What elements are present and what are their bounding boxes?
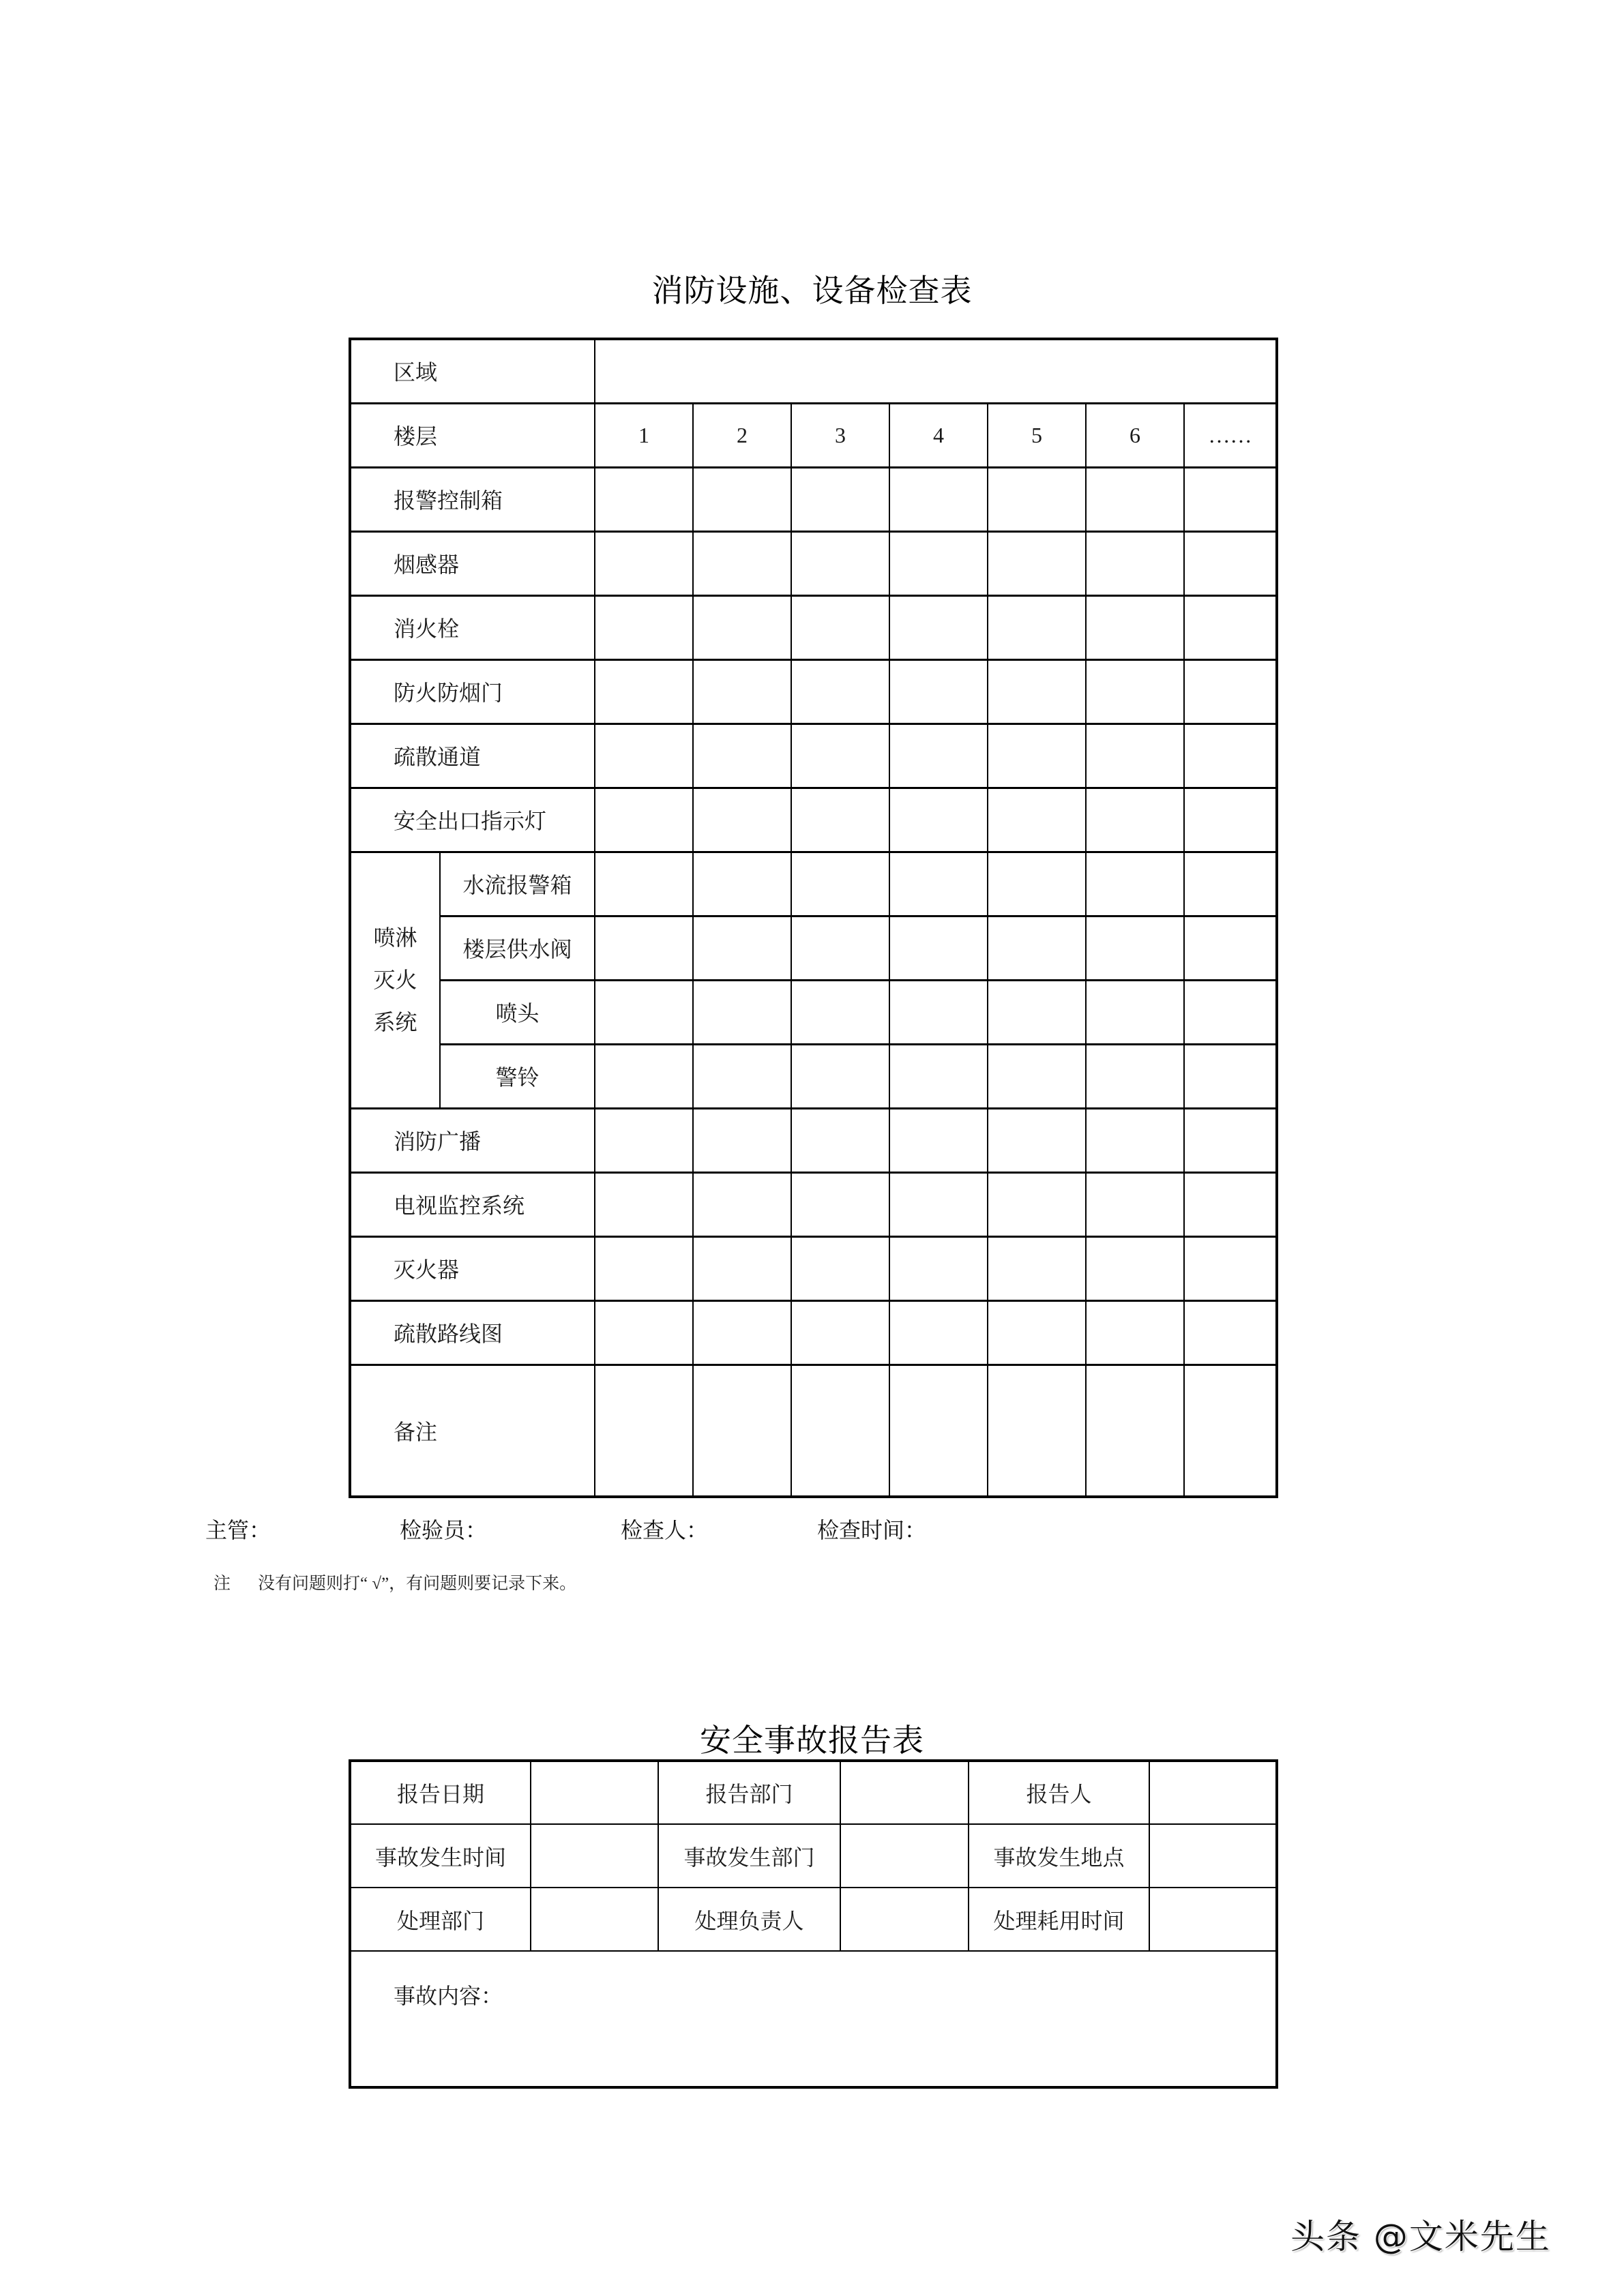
check-cell[interactable]: [1184, 916, 1277, 980]
check-cell[interactable]: [693, 1172, 791, 1236]
check-cell[interactable]: [988, 531, 1086, 595]
field-value-cell[interactable]: [1149, 1761, 1277, 1824]
floor-header: 3: [791, 403, 889, 467]
check-cell[interactable]: [1086, 1300, 1184, 1365]
item-label: 防火防烟门: [350, 659, 595, 724]
check-cell[interactable]: [1184, 659, 1277, 724]
sprinkler-label-line: 系统: [373, 1010, 417, 1034]
table-row: [350, 467, 1277, 531]
check-cell[interactable]: [1086, 531, 1184, 595]
floor-label: 楼层: [350, 403, 595, 467]
field-value-cell[interactable]: [840, 1761, 969, 1824]
watermark: 头条 @文米先生: [1290, 2217, 1551, 2256]
field-value-cell[interactable]: [1149, 1824, 1277, 1888]
check-cell[interactable]: [1184, 1172, 1277, 1236]
field-label: 处理负责人: [658, 1888, 840, 1951]
check-cell[interactable]: [889, 916, 988, 980]
check-cell[interactable]: [595, 1300, 693, 1365]
check-cell[interactable]: [791, 659, 889, 724]
area-label: 区域: [350, 339, 595, 403]
check-cell[interactable]: [889, 1108, 988, 1172]
table-row: [350, 916, 1277, 980]
check-cell[interactable]: [791, 1300, 889, 1365]
check-cell[interactable]: [1086, 980, 1184, 1044]
check-cell[interactable]: [791, 788, 889, 852]
field-label: 事故发生时间: [350, 1824, 531, 1888]
check-cell[interactable]: [988, 980, 1086, 1044]
sprinkler-group-label: [350, 852, 440, 1108]
check-cell[interactable]: [1184, 1044, 1277, 1108]
accident-content-label: 事故内容：: [394, 1984, 503, 2008]
check-cell[interactable]: [791, 1236, 889, 1300]
check-cell[interactable]: [1184, 788, 1277, 852]
check-cell[interactable]: [791, 916, 889, 980]
check-cell[interactable]: [693, 980, 791, 1044]
check-cell[interactable]: [1086, 1108, 1184, 1172]
check-cell[interactable]: [1086, 1236, 1184, 1300]
check-cell[interactable]: [791, 1044, 889, 1108]
field-label: 事故发生地点: [969, 1824, 1149, 1888]
item-label: 消防广播: [350, 1108, 595, 1172]
item-label: 安全出口指示灯: [350, 788, 595, 852]
check-cell[interactable]: [791, 724, 889, 788]
accident-report-title: 安全事故报告表: [700, 1723, 924, 1758]
sprinkler-label-line: 喷淋: [373, 925, 417, 950]
check-cell[interactable]: [693, 1108, 791, 1172]
check-cell[interactable]: [988, 1300, 1086, 1365]
field-value-cell[interactable]: [1149, 1888, 1277, 1951]
check-cell[interactable]: [1086, 659, 1184, 724]
field-label: 报告部门: [658, 1761, 840, 1824]
check-cell[interactable]: [693, 916, 791, 980]
check-cell[interactable]: [1086, 467, 1184, 531]
check-cell[interactable]: [595, 724, 693, 788]
field-value-cell[interactable]: [840, 1824, 969, 1888]
item-label: 消火栓: [350, 595, 595, 659]
check-cell[interactable]: [595, 659, 693, 724]
check-cell[interactable]: [693, 1300, 791, 1365]
check-cell[interactable]: [595, 852, 693, 916]
check-cell[interactable]: [988, 788, 1086, 852]
check-cell[interactable]: [693, 659, 791, 724]
inspector-signature-label: 检验员：: [400, 1518, 488, 1542]
check-cell[interactable]: [1184, 1108, 1277, 1172]
memo-label: 备注: [350, 1365, 595, 1497]
check-cell[interactable]: [1184, 1300, 1277, 1365]
supervisor-signature-label: 主管：: [205, 1518, 271, 1542]
inspection-note: [213, 1572, 576, 1596]
check-cell[interactable]: [889, 724, 988, 788]
field-value-cell[interactable]: [840, 1888, 969, 1951]
check-cell[interactable]: [889, 1300, 988, 1365]
check-cell[interactable]: [595, 1236, 693, 1300]
accident-report-table: [349, 1759, 1278, 2089]
field-value-cell[interactable]: [531, 1824, 658, 1888]
check-cell[interactable]: [1086, 595, 1184, 659]
check-cell[interactable]: [889, 1044, 988, 1108]
table-row: [350, 531, 1277, 595]
sprinkler-sub-item: 喷头: [440, 980, 595, 1044]
check-cell[interactable]: [988, 595, 1086, 659]
area-row: [350, 339, 1277, 403]
check-cell[interactable]: [988, 916, 1086, 980]
check-cell[interactable]: [693, 724, 791, 788]
floor-header: 1: [595, 403, 693, 467]
check-cell[interactable]: [889, 788, 988, 852]
check-cell[interactable]: [595, 980, 693, 1044]
check-cell[interactable]: [1086, 916, 1184, 980]
table-row: [350, 1300, 1277, 1365]
item-label: 疏散路线图: [350, 1300, 595, 1365]
check-cell[interactable]: [889, 1172, 988, 1236]
check-cell[interactable]: [1184, 595, 1277, 659]
item-label: 报警控制箱: [350, 467, 595, 531]
note-text: 没有问题则打“ √”，有问题则要记录下来。: [258, 1575, 577, 1593]
floor-header: ……: [1184, 403, 1277, 467]
check-cell[interactable]: [791, 1172, 889, 1236]
item-label: 灭火器: [350, 1236, 595, 1300]
check-cell[interactable]: [988, 467, 1086, 531]
checker-signature-label: 检查人：: [621, 1518, 709, 1542]
check-cell[interactable]: [693, 1236, 791, 1300]
memo-cell[interactable]: [693, 1365, 791, 1497]
check-time-label: 检查时间：: [817, 1518, 927, 1542]
check-cell[interactable]: [988, 1108, 1086, 1172]
check-cell[interactable]: [693, 595, 791, 659]
check-cell[interactable]: [595, 595, 693, 659]
accident-content-row: [350, 1951, 1277, 2087]
check-cell[interactable]: [595, 467, 693, 531]
memo-cell[interactable]: [595, 1365, 693, 1497]
check-cell[interactable]: [595, 1044, 693, 1108]
check-cell[interactable]: [889, 595, 988, 659]
check-cell[interactable]: [1184, 724, 1277, 788]
check-cell[interactable]: [1184, 1236, 1277, 1300]
check-cell[interactable]: [889, 659, 988, 724]
memo-row: [350, 1365, 1277, 1497]
check-cell[interactable]: [1184, 467, 1277, 531]
floor-header: 4: [889, 403, 988, 467]
inspection-form-title: 消防设施、设备检查表: [651, 273, 973, 308]
area-value-cell[interactable]: [595, 339, 1277, 403]
check-cell[interactable]: [889, 852, 988, 916]
table-row: [350, 1108, 1277, 1172]
table-row: [350, 1888, 1277, 1951]
check-cell[interactable]: [1184, 980, 1277, 1044]
field-value-cell[interactable]: [531, 1888, 658, 1951]
memo-cell[interactable]: [1184, 1365, 1277, 1497]
item-label: 烟感器: [350, 531, 595, 595]
check-cell[interactable]: [791, 1108, 889, 1172]
memo-cell[interactable]: [988, 1365, 1086, 1497]
accident-content-cell[interactable]: [350, 1951, 1277, 2087]
check-cell[interactable]: [1086, 1044, 1184, 1108]
sprinkler-sub-item: 楼层供水阀: [440, 916, 595, 980]
check-cell[interactable]: [791, 852, 889, 916]
field-label: 处理耗用时间: [969, 1888, 1149, 1951]
sprinkler-sub-item: 警铃: [440, 1044, 595, 1108]
check-cell[interactable]: [595, 916, 693, 980]
note-prefix: 注: [213, 1575, 231, 1593]
check-cell[interactable]: [889, 1236, 988, 1300]
check-cell[interactable]: [889, 467, 988, 531]
table-row: [350, 659, 1277, 724]
check-cell[interactable]: [791, 467, 889, 531]
check-cell[interactable]: [1086, 788, 1184, 852]
floor-header: 2: [693, 403, 791, 467]
sprinkler-sub-item: 水流报警箱: [440, 852, 595, 916]
check-cell[interactable]: [988, 1236, 1086, 1300]
check-cell[interactable]: [1184, 852, 1277, 916]
check-cell[interactable]: [595, 531, 693, 595]
check-cell[interactable]: [889, 980, 988, 1044]
table-row: [350, 724, 1277, 788]
sprinkler-label-line: 灭火: [373, 968, 417, 992]
check-cell[interactable]: [1184, 531, 1277, 595]
check-cell[interactable]: [1086, 1172, 1184, 1236]
table-row: [350, 980, 1277, 1044]
field-label: 报告日期: [350, 1761, 531, 1824]
field-label: 报告人: [969, 1761, 1149, 1824]
table-row: [350, 788, 1277, 852]
table-row: [350, 1824, 1277, 1888]
item-label: 电视监控系统: [350, 1172, 595, 1236]
check-cell[interactable]: [693, 467, 791, 531]
item-label: 疏散通道: [350, 724, 595, 788]
check-cell[interactable]: [1086, 852, 1184, 916]
table-row: [350, 1044, 1277, 1108]
check-cell[interactable]: [693, 531, 791, 595]
field-label: 事故发生部门: [658, 1824, 840, 1888]
check-cell[interactable]: [988, 1172, 1086, 1236]
check-cell[interactable]: [988, 1044, 1086, 1108]
memo-cell[interactable]: [889, 1365, 988, 1497]
check-cell[interactable]: [889, 531, 988, 595]
check-cell[interactable]: [791, 980, 889, 1044]
floor-header: 6: [1086, 403, 1184, 467]
check-cell[interactable]: [791, 595, 889, 659]
table-row: [350, 1172, 1277, 1236]
table-row: [350, 1761, 1277, 1824]
check-cell[interactable]: [595, 788, 693, 852]
fire-inspection-table: [349, 338, 1278, 1498]
floor-header: 5: [988, 403, 1086, 467]
check-cell[interactable]: [693, 1044, 791, 1108]
check-cell[interactable]: [988, 852, 1086, 916]
field-label: 处理部门: [350, 1888, 531, 1951]
table-row: [350, 1236, 1277, 1300]
check-cell[interactable]: [595, 1108, 693, 1172]
check-cell[interactable]: [693, 852, 791, 916]
check-cell[interactable]: [1086, 724, 1184, 788]
check-cell[interactable]: [988, 724, 1086, 788]
memo-cell[interactable]: [1086, 1365, 1184, 1497]
table-row: [350, 595, 1277, 659]
table-row: [350, 852, 1277, 916]
check-cell[interactable]: [791, 531, 889, 595]
check-cell[interactable]: [693, 788, 791, 852]
check-cell[interactable]: [988, 659, 1086, 724]
floor-row: [350, 403, 1277, 467]
memo-cell[interactable]: [791, 1365, 889, 1497]
check-cell[interactable]: [595, 1172, 693, 1236]
field-value-cell[interactable]: [531, 1761, 658, 1824]
